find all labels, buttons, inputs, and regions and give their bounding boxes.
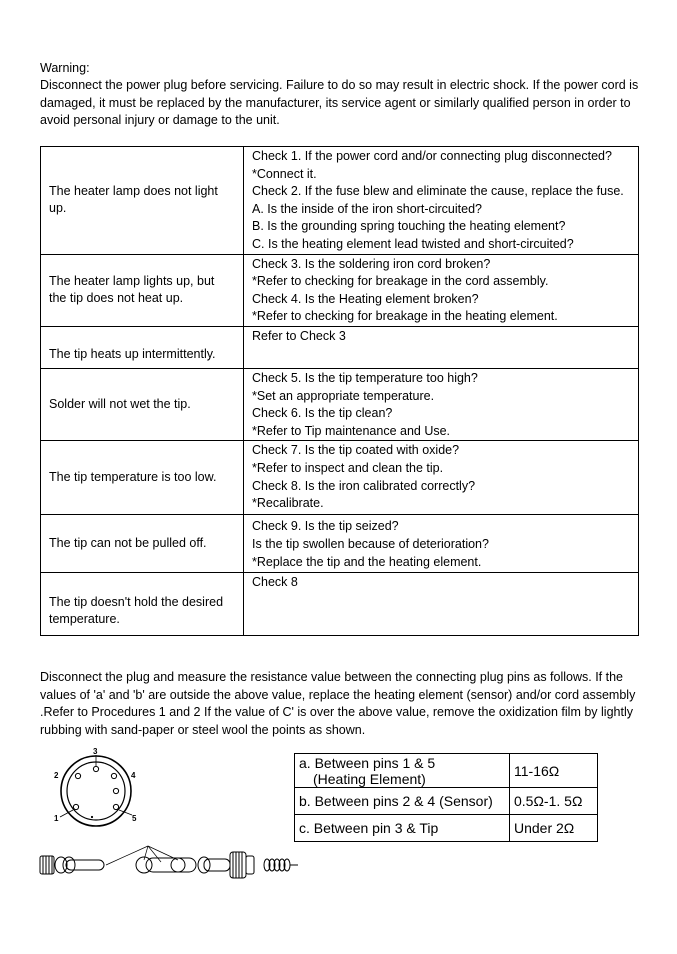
table-row: [41, 147, 639, 255]
heating-element: [136, 857, 196, 873]
check-cell: [244, 147, 639, 255]
symptom-cell: Solder will not wet the tip.: [41, 368, 244, 440]
table-row: [41, 368, 639, 440]
table-row: [41, 515, 639, 573]
check-line: *Refer to checking for breakage in the heating element.: [252, 309, 558, 324]
troubleshooting-table: [40, 146, 639, 636]
check-line: Check 5. Is the tip temperature too high?: [252, 370, 478, 385]
check-line: Check 8. Is the iron calibrated correctly?: [252, 478, 476, 493]
pointer-lines: [106, 846, 178, 865]
check-cell: [244, 368, 639, 440]
warning-text: Disconnect the power plug before servicing. Failure to do so may result in electric shock. If the power cord is damaged, it must be replaced by the manufacturer, its service agent or similarly qualified person in order to avoid personal injury or damage to the unit.: [40, 78, 639, 128]
pin-2: [75, 773, 80, 778]
check-line: Check 4. Is the Heating element broken?: [252, 291, 479, 306]
check-line: *Refer to inspect and clean the tip.: [252, 460, 444, 475]
check-cell: [244, 573, 639, 636]
symptom-cell: [41, 326, 244, 368]
check-line: Check 1. If the power cord and/or connecting plug disconnected?: [252, 149, 612, 163]
pin-label-1: 1: [54, 814, 59, 823]
check-line: *Replace the tip and the heating element.: [252, 554, 482, 569]
check-line: Check 6. Is the tip clean?: [252, 406, 393, 421]
warning-title: Warning:: [40, 61, 90, 75]
symptom-cell: The tip temperature is too low.: [41, 441, 244, 515]
table-row: [295, 754, 598, 788]
table-row: [295, 815, 598, 842]
table-row: [41, 326, 639, 368]
tip-sleeve: [55, 857, 104, 873]
measure-text: Disconnect the plug and measure the resistance value between the connecting plug pins as follows. If the values of 'a' and 'b' are outside the above value, replace the heating element (sensor) and/or cord assembly .Refer to Procedures 1 and 2 If the value of C' is over the above value, remove the oxidization film by lightly rubbing with sand-paper or steel wool the points as shown.: [40, 670, 636, 737]
pin-label-2: 2: [54, 771, 59, 780]
pin-label-3: 3: [93, 747, 98, 756]
tip-nut: [40, 856, 54, 874]
check-cell: [244, 254, 639, 326]
check-line: *Recalibrate.: [252, 496, 324, 511]
check-cell: [244, 326, 639, 368]
check-line: *Connect it.: [252, 166, 317, 181]
symptom-cell: The heater lamp does not light up.: [41, 147, 244, 255]
pin-label-5: 5: [132, 814, 137, 823]
pins-label: a. Between pins 1 & 5: [299, 754, 436, 771]
pin-5: [113, 804, 118, 809]
check-line: *Refer to Tip maintenance and Use.: [252, 423, 451, 438]
table-row: [41, 441, 639, 515]
key-dot: [91, 816, 93, 818]
pin-extra: [113, 788, 118, 793]
resistance-value: Under 2Ω: [510, 815, 598, 842]
pins-cell: b. Between pins 2 & 4 (Sensor): [295, 788, 510, 815]
pin-label-4: 4: [131, 771, 136, 780]
resistance-table: [294, 753, 598, 842]
pin-3: [93, 766, 98, 771]
resistance-value: 11-16Ω: [510, 754, 598, 788]
symptom-cell: The heater lamp lights up, but the tip does not heat up.: [41, 254, 244, 326]
check-cell: [244, 515, 639, 573]
symptom-cell: The tip can not be pulled off.: [41, 515, 244, 573]
iron-exploded-diagram: [36, 840, 301, 885]
table-row: [41, 254, 639, 326]
check-line: B. Is the grounding spring touching the heating element?: [252, 219, 566, 234]
check-line: Is the tip swollen because of deterioration?: [252, 536, 489, 551]
grounding-spring: [264, 859, 298, 871]
check-line: *Set an appropriate temperature.: [252, 388, 435, 403]
check-line: Check 9. Is the tip seized?: [252, 519, 399, 534]
plug-pin-diagram: [48, 745, 148, 830]
check-cell: [244, 441, 639, 515]
check-line: Refer to Check 3: [252, 328, 346, 343]
check-line: Check 7. Is the tip coated with oxide?: [252, 443, 460, 458]
check-line: Check 8: [252, 575, 298, 590]
check-line: A. Is the inside of the iron short-circuited?: [252, 201, 482, 216]
pin-1: [73, 804, 78, 809]
plug-inner-ring: [67, 762, 125, 820]
table-row: [41, 573, 639, 636]
check-line: C. Is the heating element lead twisted and short-circuited?: [252, 236, 574, 251]
handle-grip: [198, 852, 254, 878]
table-row: [295, 788, 598, 815]
check-line: Check 2. If the fuse blew and eliminate the cause, replace the fuse.: [252, 184, 624, 199]
resistance-value: 0.5Ω-1. 5Ω: [510, 788, 598, 815]
check-line: Check 3. Is the soldering iron cord broken?: [252, 256, 491, 271]
pins-sublabel: (Heating Element): [313, 770, 426, 787]
check-line: *Refer to checking for breakage in the cord assembly.: [252, 274, 549, 289]
symptom-text: The tip heats up intermittently.: [49, 347, 216, 362]
pin-4: [111, 773, 116, 778]
pins-cell: c. Between pin 3 & Tip: [295, 815, 510, 842]
symptom-cell: The tip doesn't hold the desired temperature.: [41, 573, 244, 636]
pins-cell: [295, 754, 510, 788]
